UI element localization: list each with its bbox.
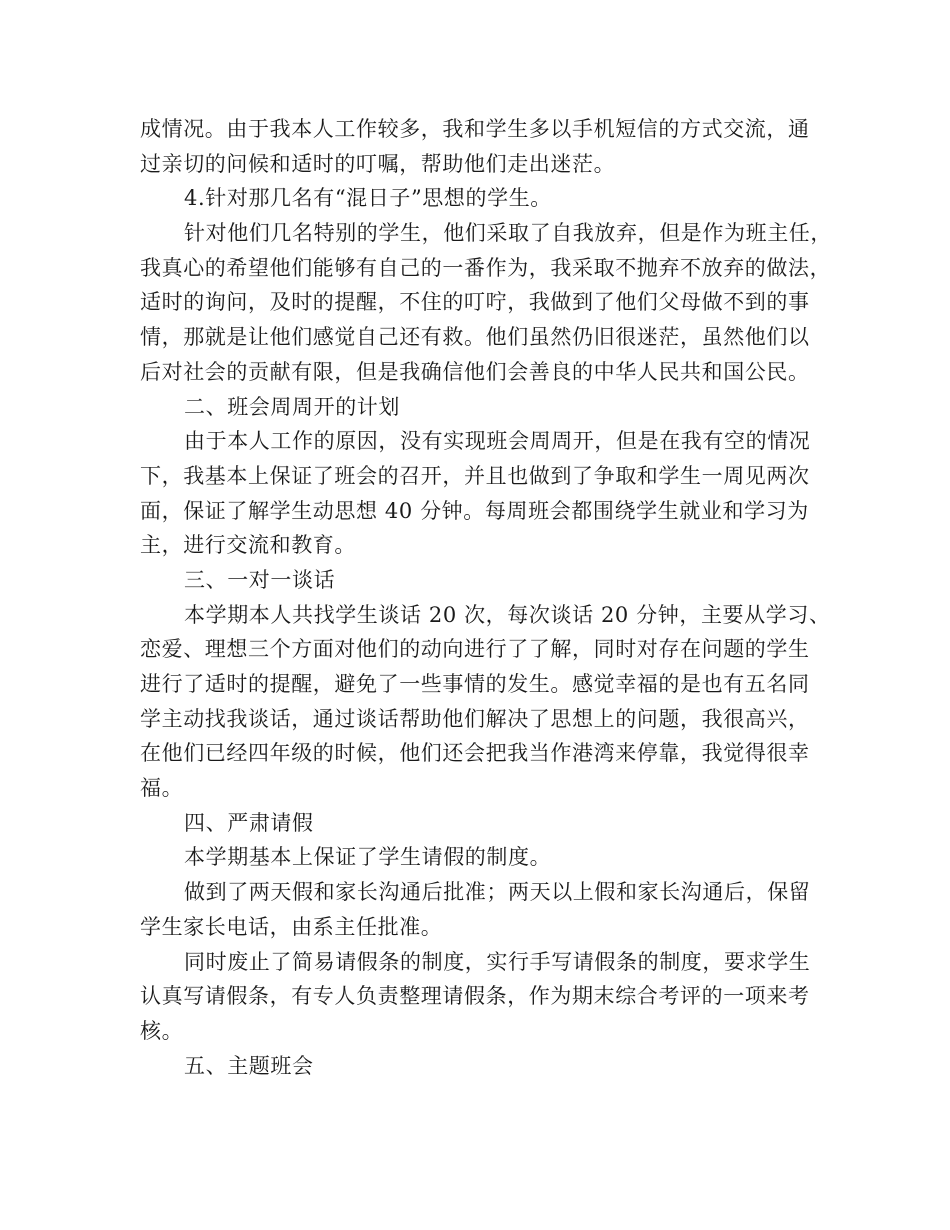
text-line: 在他们已经四年级的时候，他们还会把我当作港湾来停靠，我觉得很幸 <box>140 741 810 766</box>
text-line: 做到了两天假和家长沟通后批准；两天以上假和家长沟通后，保留 <box>184 880 811 905</box>
text-line: 4.针对那几名有“混日子”思想的学生。 <box>184 186 552 211</box>
text-line: 主，进行交流和教育。 <box>140 533 356 558</box>
document-body <box>140 112 832 1083</box>
text-line: 本学期本人共找学生谈话 20 次，每次谈话 20 分钟，主要从学习、 <box>184 602 831 627</box>
text-line: 学生家长电话，由系主任批准。 <box>140 914 443 939</box>
text-line: 进行了适时的提醒，避免了一些事情的发生。感觉幸福的是也有五名同 <box>140 672 810 696</box>
text-line: 学主动找我谈话，通过谈话帮助他们解决了思想上的问题，我很高兴， <box>140 706 810 731</box>
text-line: 恋爱、理想三个方面对他们的动向进行了了解，同时对存在问题的学生 <box>140 637 810 662</box>
text-line: 后对社会的贡献有限，但是我确信他们会善良的中华人民共和国公民。 <box>140 359 810 384</box>
text-line: 同时废止了简易请假条的制度，实行手写请假条的制度，要求学生 <box>184 949 811 974</box>
text-line: 由于本人工作的原因，没有实现班会周周开，但是在我有空的情况 <box>184 429 811 454</box>
text-line: 核。 <box>140 1018 184 1043</box>
text-line: 五、主题班会 <box>184 1053 314 1078</box>
text-line: 四、严肃请假 <box>184 810 314 835</box>
text-line: 本学期基本上保证了学生请假的制度。 <box>184 845 552 870</box>
text-line: 下，我基本上保证了班会的召开，并且也做到了争取和学生一周见两次 <box>140 463 810 488</box>
text-line: 我真心的希望他们能够有自己的一番作为，我采取不抛弃不放弃的做法， <box>140 255 832 280</box>
text-line: 过亲切的问候和适时的叮嘱，帮助他们走出迷茫。 <box>140 151 616 176</box>
text-line: 针对他们几名特别的学生，他们采取了自我放弃，但是作为班主任， <box>184 221 832 246</box>
text-line: 情，那就是让他们感觉自己还有救。他们虽然仍旧很迷茫，虽然他们以 <box>140 325 810 350</box>
text-line: 成情况。由于我本人工作较多，我和学生多以手机短信的方式交流，通 <box>140 117 810 141</box>
text-line: 适时的询问，及时的提醒，不住的叮咛，我做到了他们父母做不到的事 <box>140 290 810 315</box>
text-line: 认真写请假条，有专人负责整理请假条，作为期末综合考评的一项来考 <box>140 984 810 1009</box>
text-line: 面，保证了解学生动思想 40 分钟。每周班会都围绕学生就业和学习为 <box>140 498 809 523</box>
text-line: 二、班会周周开的计划 <box>184 394 400 419</box>
text-line: 福。 <box>140 776 184 801</box>
text-line: 三、一对一谈话 <box>184 567 336 592</box>
